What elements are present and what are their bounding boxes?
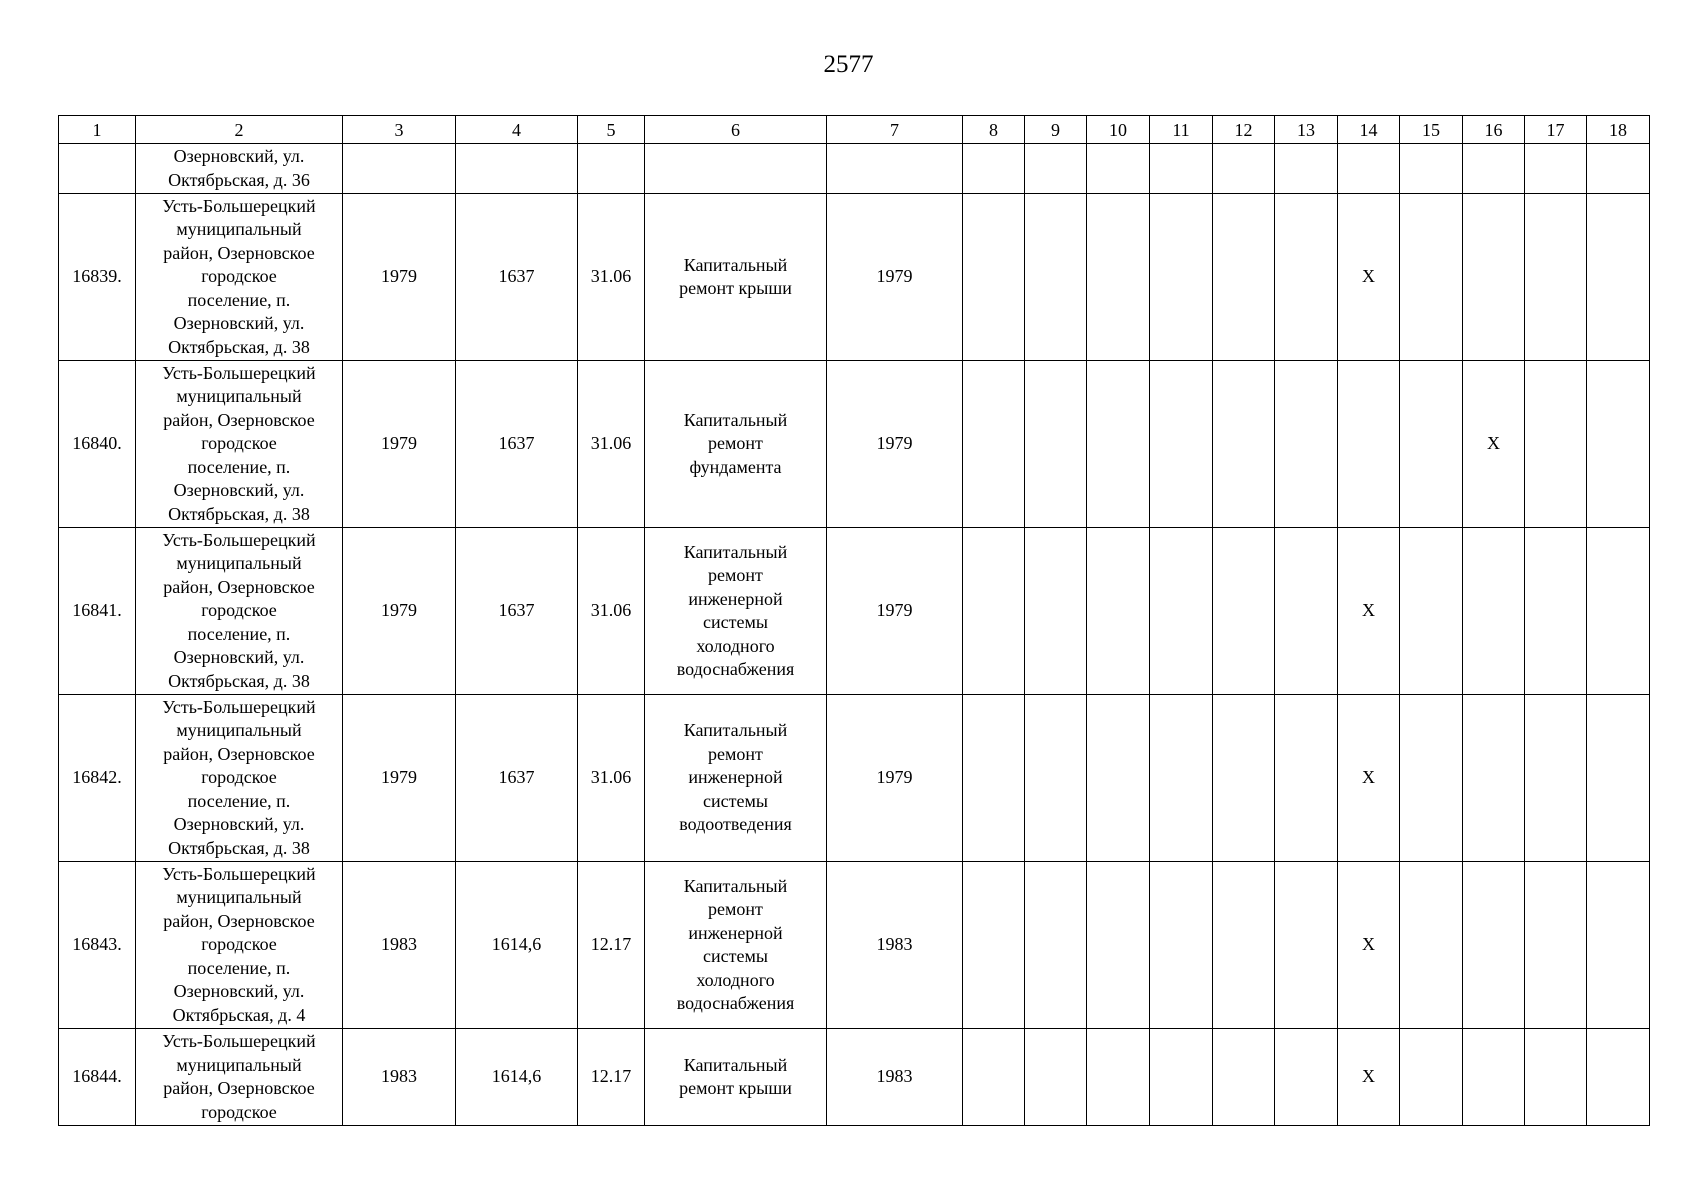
cell-empty — [963, 361, 1025, 528]
continuation-row — [59, 144, 1650, 194]
col-header-2: 2 — [136, 116, 343, 144]
cell-empty — [1400, 862, 1463, 1029]
cell-mark: X — [1338, 1029, 1400, 1126]
cell-col3: 1979 — [343, 194, 456, 361]
cell-empty — [1025, 194, 1087, 361]
cell-empty — [1463, 862, 1525, 1029]
col-header-3: 3 — [343, 116, 456, 144]
cell-col4: 1637 — [456, 695, 578, 862]
cell-number: 16839. — [59, 194, 136, 361]
cell-mark: X — [1338, 194, 1400, 361]
cell-empty — [1463, 695, 1525, 862]
cell-col4: 1614,6 — [456, 1029, 578, 1126]
cell-empty — [1463, 1029, 1525, 1126]
cell-empty — [1587, 361, 1650, 528]
cell-empty — [1150, 862, 1213, 1029]
cell-col5: 31.06 — [578, 695, 645, 862]
cell-col3: 1979 — [343, 528, 456, 695]
cell-empty — [1400, 361, 1463, 528]
cell-empty — [1150, 528, 1213, 695]
cell-empty — [1275, 1029, 1338, 1126]
cell-empty — [1275, 528, 1338, 695]
cell-empty — [1150, 361, 1213, 528]
cell-empty — [1525, 1029, 1587, 1126]
cell-empty — [1150, 194, 1213, 361]
col-header-6: 6 — [645, 116, 827, 144]
cell-col3: 1979 — [343, 361, 456, 528]
cell-empty — [963, 695, 1025, 862]
cell-empty — [1087, 361, 1150, 528]
cell-col4: 1637 — [456, 194, 578, 361]
cell-col5: 12.17 — [578, 862, 645, 1029]
cell-empty — [1525, 695, 1587, 862]
cell-empty — [963, 194, 1025, 361]
cell-col3: 1983 — [343, 862, 456, 1029]
cell-empty — [1213, 1029, 1275, 1126]
table-row — [59, 1029, 1650, 1126]
col-header-17: 17 — [1525, 116, 1587, 144]
cell-col4: 1637 — [456, 528, 578, 695]
cell-col5: 31.06 — [578, 361, 645, 528]
cell-empty — [1025, 862, 1087, 1029]
cell-col7: 1979 — [827, 528, 963, 695]
cell-work-type: Капитальный ремонт инженерной системы холодного водоснабжения — [645, 862, 827, 1029]
cell-empty — [1087, 1029, 1150, 1126]
cell-empty — [1400, 695, 1463, 862]
cell-address: Усть-Большерецкий муниципальный район, Озерновское городское поселение, п. Озерновский, ул. Октябрьская, д. 38 — [136, 695, 343, 862]
cell-number: 16842. — [59, 695, 136, 862]
table-row — [59, 528, 1650, 695]
table-row — [59, 361, 1650, 528]
cell-empty — [1087, 862, 1150, 1029]
cell-empty — [1150, 695, 1213, 862]
table-row — [59, 194, 1650, 361]
cell-empty — [1025, 695, 1087, 862]
cell-empty — [1525, 361, 1587, 528]
cell-work-type: Капитальный ремонт инженерной системы холодного водоснабжения — [645, 528, 827, 695]
cell-empty — [1087, 528, 1150, 695]
col-header-16: 16 — [1463, 116, 1525, 144]
cell-empty — [1275, 862, 1338, 1029]
col-header-10: 10 — [1087, 116, 1150, 144]
cell-number: 16843. — [59, 862, 136, 1029]
col-header-12: 12 — [1213, 116, 1275, 144]
cell-address: Усть-Большерецкий муниципальный район, Озерновское городское — [136, 1029, 343, 1126]
col-header-7: 7 — [827, 116, 963, 144]
cell-work-type: Капитальный ремонт инженерной системы водоотведения — [645, 695, 827, 862]
cell-col7: 1979 — [827, 361, 963, 528]
cell-empty — [1400, 528, 1463, 695]
cell-empty — [1587, 695, 1650, 862]
col-header-8: 8 — [963, 116, 1025, 144]
cell-empty — [1587, 862, 1650, 1029]
cell-mark: X — [1463, 361, 1525, 528]
col-header-18: 18 — [1587, 116, 1650, 144]
col-header-5: 5 — [578, 116, 645, 144]
cell-work-type: Капитальный ремонт крыши — [645, 1029, 827, 1126]
cell-empty — [1213, 862, 1275, 1029]
cell-empty — [1025, 1029, 1087, 1126]
cell-col5: 31.06 — [578, 528, 645, 695]
cell-col7: 1983 — [827, 862, 963, 1029]
cell-empty — [1587, 1029, 1650, 1126]
cell-empty — [963, 862, 1025, 1029]
cell-empty — [963, 528, 1025, 695]
cell-empty — [1150, 1029, 1213, 1126]
cell-mark: X — [1338, 528, 1400, 695]
cell-empty — [1338, 361, 1400, 528]
page-number: 2577 — [823, 51, 874, 78]
cell-number: 16841. — [59, 528, 136, 695]
header-row — [59, 116, 1650, 144]
cell-empty — [1213, 695, 1275, 862]
cell-empty — [1275, 194, 1338, 361]
cell-empty — [1400, 194, 1463, 361]
cell-number: 16840. — [59, 361, 136, 528]
cell-empty — [1213, 361, 1275, 528]
col-header-15: 15 — [1400, 116, 1463, 144]
cell-col4: 1637 — [456, 361, 578, 528]
cell-empty — [1525, 862, 1587, 1029]
cell-empty — [1213, 528, 1275, 695]
cell-address: Озерновский, ул. Октябрьская, д. 36 — [136, 144, 343, 194]
cell-empty — [1587, 194, 1650, 361]
cell-work-type: Капитальный ремонт крыши — [645, 194, 827, 361]
col-header-11: 11 — [1150, 116, 1213, 144]
cell-mark: X — [1338, 862, 1400, 1029]
col-header-14: 14 — [1338, 116, 1400, 144]
cell-empty — [1275, 695, 1338, 862]
cell-empty — [1463, 194, 1525, 361]
cell-col3: 1983 — [343, 1029, 456, 1126]
cell-number: 16844. — [59, 1029, 136, 1126]
cell-mark: X — [1338, 695, 1400, 862]
cell-col5: 12.17 — [578, 1029, 645, 1126]
repair-schedule-table — [58, 115, 1650, 1126]
cell-empty — [1025, 361, 1087, 528]
cell-address: Усть-Большерецкий муниципальный район, Озерновское городское поселение, п. Озерновский, ул. Октябрьская, д. 38 — [136, 361, 343, 528]
table-row — [59, 862, 1650, 1029]
cell-empty — [1087, 695, 1150, 862]
cell-empty — [1275, 361, 1338, 528]
cell-address: Усть-Большерецкий муниципальный район, Озерновское городское поселение, п. Озерновский, ул. Октябрьская, д. 38 — [136, 528, 343, 695]
col-header-1: 1 — [59, 116, 136, 144]
col-header-13: 13 — [1275, 116, 1338, 144]
cell-number — [59, 144, 136, 194]
cell-col7: 1979 — [827, 194, 963, 361]
cell-empty — [1463, 528, 1525, 695]
cell-col3: 1979 — [343, 695, 456, 862]
cell-empty — [1587, 528, 1650, 695]
cell-empty — [1525, 528, 1587, 695]
col-header-9: 9 — [1025, 116, 1087, 144]
cell-col7: 1979 — [827, 695, 963, 862]
cell-col7: 1983 — [827, 1029, 963, 1126]
cell-col5: 31.06 — [578, 194, 645, 361]
cell-empty — [1525, 194, 1587, 361]
cell-empty — [1025, 528, 1087, 695]
table-row — [59, 695, 1650, 862]
cell-work-type: Капитальный ремонт фундамента — [645, 361, 827, 528]
cell-empty — [1400, 1029, 1463, 1126]
cell-empty — [963, 1029, 1025, 1126]
col-header-4: 4 — [456, 116, 578, 144]
cell-col4: 1614,6 — [456, 862, 578, 1029]
cell-empty — [1087, 194, 1150, 361]
cell-address: Усть-Большерецкий муниципальный район, Озерновское городское поселение, п. Озерновский, ул. Октябрьская, д. 4 — [136, 862, 343, 1029]
cell-address: Усть-Большерецкий муниципальный район, Озерновское городское поселение, п. Озерновский, ул. Октябрьская, д. 38 — [136, 194, 343, 361]
cell-empty — [1213, 194, 1275, 361]
